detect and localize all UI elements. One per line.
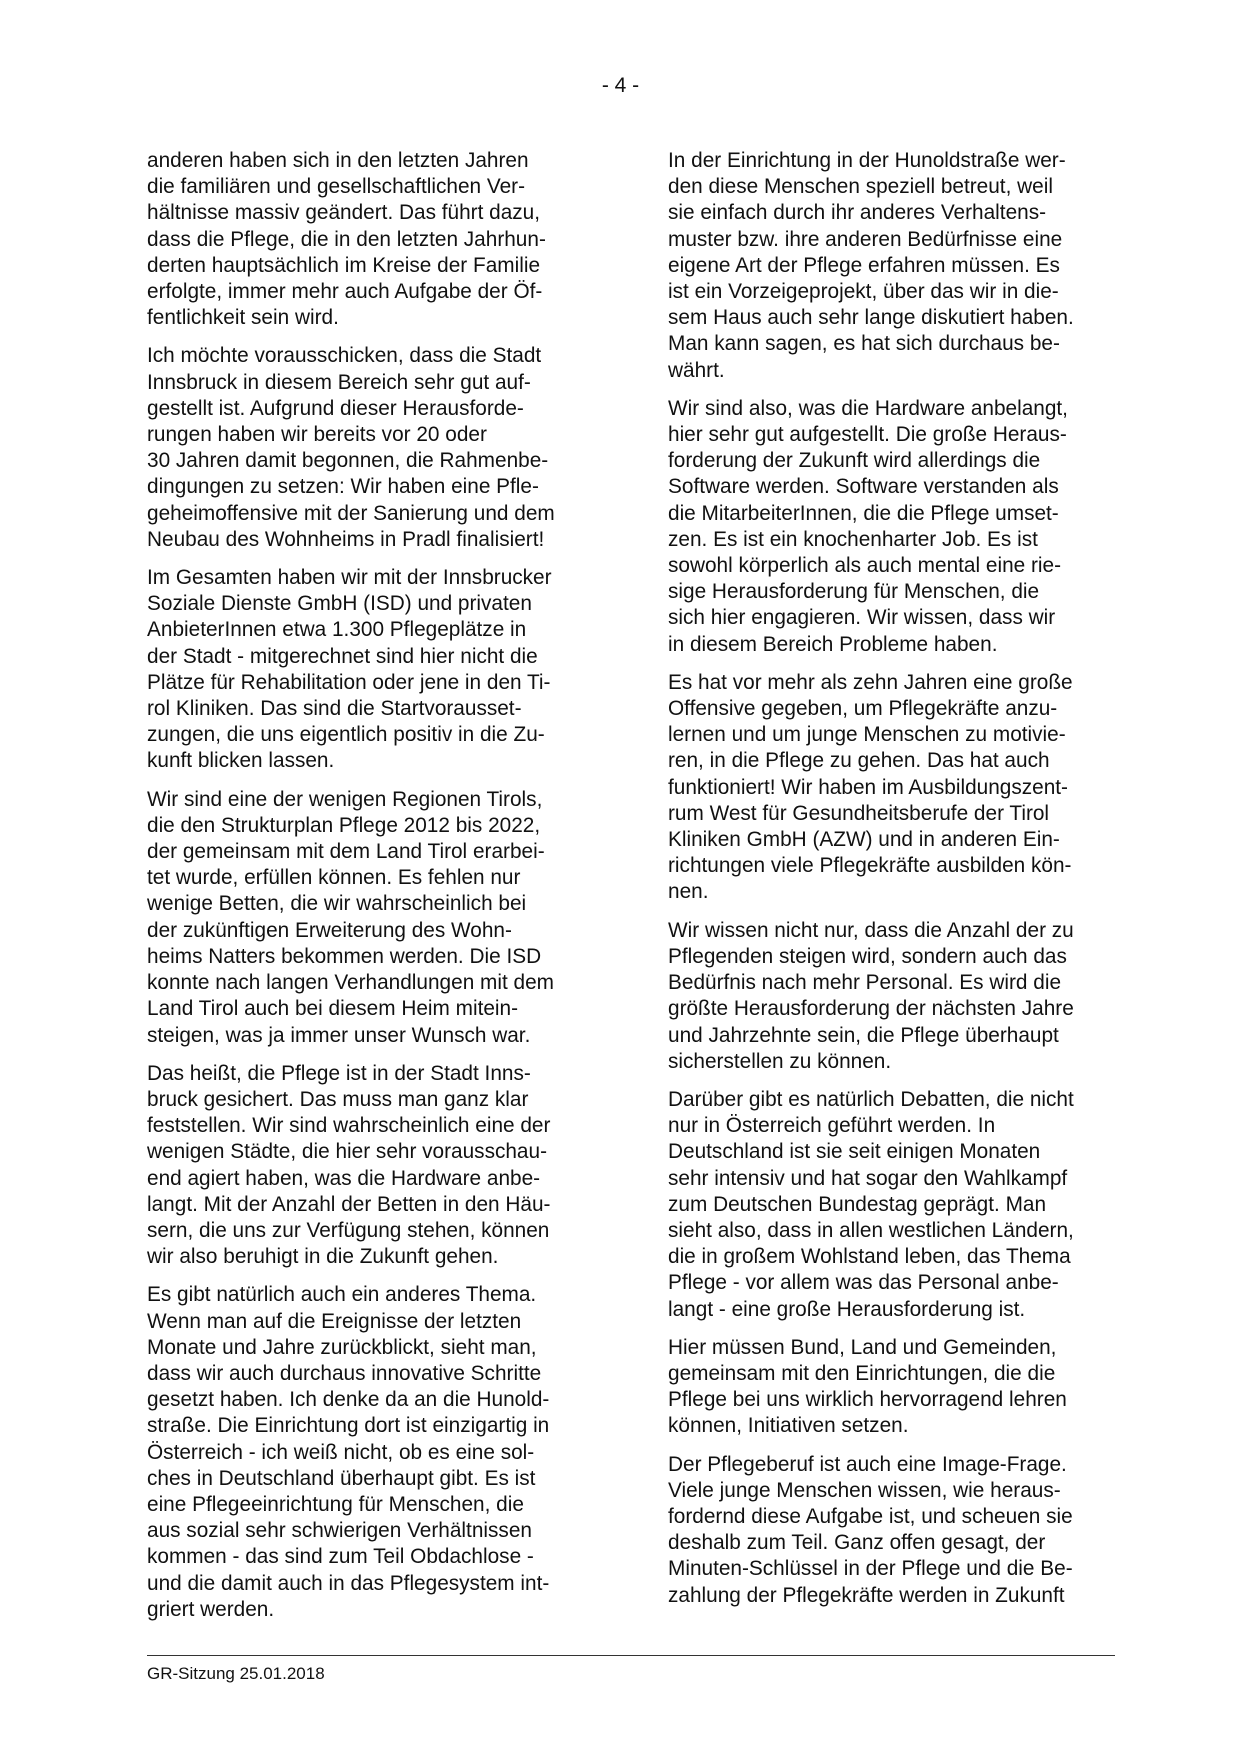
paragraph: Ich möchte vorausschicken, dass die Stadt Innsbruck in diesem Bereich sehr gut auf- gestellt ist. Aufgrund dieser Herausforde- rungen haben wir bereits vor 20 oder 30 Jahren damit begonnen, die Rahmenbe- dingungen zu setzen: Wir haben eine Pfle- geheimoffensive mit der Sanierung und dem Neubau des Wohnheims in Pradl finalisiert!	[147, 344, 555, 551]
paragraph: Der Pflegeberuf ist auch eine Image-Frage. Viele junge Menschen wissen, wie heraus- fordernd diese Aufgabe ist, und scheuen sie deshalb zum Teil. Ganz offen gesagt, der Minuten-Schlüssel in der Pflege und die Be- zahlung der Pflegekräfte werden in Zukunft	[668, 1452, 1073, 1607]
paragraph: Wir sind eine der wenigen Regionen Tirols, die den Strukturplan Pflege 2012 bis 2022, der gemeinsam mit dem Land Tirol erarbei- tet wurde, erfüllen können. Es fehlen nur wenige Betten, die wir wahrscheinlich bei der zukünftigen Erweiterung des Wohn- heims Natters bekommen werden. Die ISD konnte nach langen Verhandlungen mit dem Land Tirol auch bei diesem Heim mitein- steigen, was ja immer unser Wunsch war.	[147, 787, 554, 1047]
paragraph: Es gibt natürlich auch ein anderes Thema. Wenn man auf die Ereignisse der letzten Monate und Jahre zurückblickt, sieht man, dass wir auch durchaus innovative Schritte gesetzt haben. Ich denke da an die Hunold- straße. Die Einrichtung dort ist einzigartig in Österreich - ich weiß nicht, ob es eine sol- ches in Deutschland überhaupt gibt. Es ist eine Pflegeeinrichtung für Menschen, die aus sozial sehr schwierigen Verhältnissen kommen - das sind zum Teil Obdachlose - und die damit auch in das Pflegesystem int- griert werden.	[147, 1283, 550, 1621]
page-number: - 4 -	[601, 74, 640, 97]
paragraph: Wir sind also, was die Hardware anbelangt, hier sehr gut aufgestellt. Die große Heraus- forderung der Zukunft wird allerdings die Software werden. Software verstanden als die MitarbeiterInnen, die die Pflege umset- zen. Es ist ein knochenharter Job. Es ist sowohl körperlich als auch mental eine rie- sige Herausforderung für Menschen, die sich hier engagieren. Wir wissen, dass wir in diesem Bereich Probleme haben.	[668, 396, 1068, 656]
left-column	[147, 148, 603, 1635]
paragraph: Wir wissen nicht nur, dass die Anzahl der zu Pflegenden steigen wird, sondern auch das Bedürfnis nach mehr Personal. Es wird die größte Herausforderung der nächsten Jahre und Jahrzehnte sein, die Pflege überhaupt sicherstellen zu können.	[668, 918, 1074, 1073]
right-column	[668, 148, 1128, 1621]
paragraph: In der Einrichtung in der Hunoldstraße wer- den diese Menschen speziell betreut, weil sie einfach durch ihr anderes Verhaltens- muster bzw. ihre anderen Bedürfnisse eine eigene Art der Pflege erfahren müssen. Es ist ein Vorzeigeprojekt, über das wir in die- sem Haus auch sehr lange diskutiert haben. Man kann sagen, es hat sich durchaus be- währt.	[668, 149, 1074, 382]
paragraph: anderen haben sich in den letzten Jahren die familiären und gesellschaftlichen Ver- hältnisse massiv geändert. Das führt dazu, dass die Pflege, die in den letzten Jahrhun- derten hauptsächlich im Kreise der Familie erfolgte, immer mehr auch Aufgabe der Öf- fentlichkeit sein wird.	[147, 149, 546, 330]
paragraph: Das heißt, die Pflege ist in der Stadt Inns- bruck gesichert. Das muss man ganz klar feststellen. Wir sind wahrscheinlich eine der wenigen Städte, die hier sehr vorausschau- end agiert haben, was die Hardware anbe- langt. Mit der Anzahl der Betten in den Häu- sern, die uns zur Verfügung stehen, können wir also beruhigt in die Zukunft gehen.	[147, 1061, 551, 1269]
paragraph: Hier müssen Bund, Land und Gemeinden, gemeinsam mit den Einrichtungen, die die Pflege bei uns wirklich hervorragend lehren können, Initiativen setzen.	[668, 1335, 1067, 1438]
paragraph: Darüber gibt es natürlich Debatten, die nicht nur in Österreich geführt werden. In Deutschland ist sie seit einigen Monaten sehr intensiv und hat sogar den Wahlkampf zum Deutschen Bundestag geprägt. Man sieht also, dass in allen westlichen Ländern, die in großem Wohlstand leben, das Thema Pflege - vor allem was das Personal anbe- langt - eine große Herausforderung ist.	[668, 1087, 1074, 1321]
footer-divider	[147, 1655, 1115, 1656]
paragraph: Es hat vor mehr als zehn Jahren eine große Offensive gegeben, um Pflegekräfte anzu- lernen und um junge Menschen zu motivie- ren, in die Pflege zu gehen. Das hat auch funktioniert! Wir haben im Ausbildungszent- rum West für Gesundheitsberufe der Tirol Kliniken GmbH (AZW) und in anderen Ein- richtungen viele Pflegekräfte ausbilden kön- nen.	[668, 670, 1073, 904]
paragraph: Im Gesamten haben wir mit der Innsbrucker Soziale Dienste GmbH (ISD) und privaten AnbieterInnen etwa 1.300 Pflegeplätze in der Stadt - mitgerechnet sind hier nicht die Plätze für Rehabilitation oder jene in den Ti- rol Kliniken. Das sind die Startvorausset- zungen, die uns eigentlich positiv in die Zu- kunft blicken lassen.	[147, 566, 552, 773]
footer-session-date: GR-Sitzung 25.01.2018	[147, 1664, 325, 1683]
